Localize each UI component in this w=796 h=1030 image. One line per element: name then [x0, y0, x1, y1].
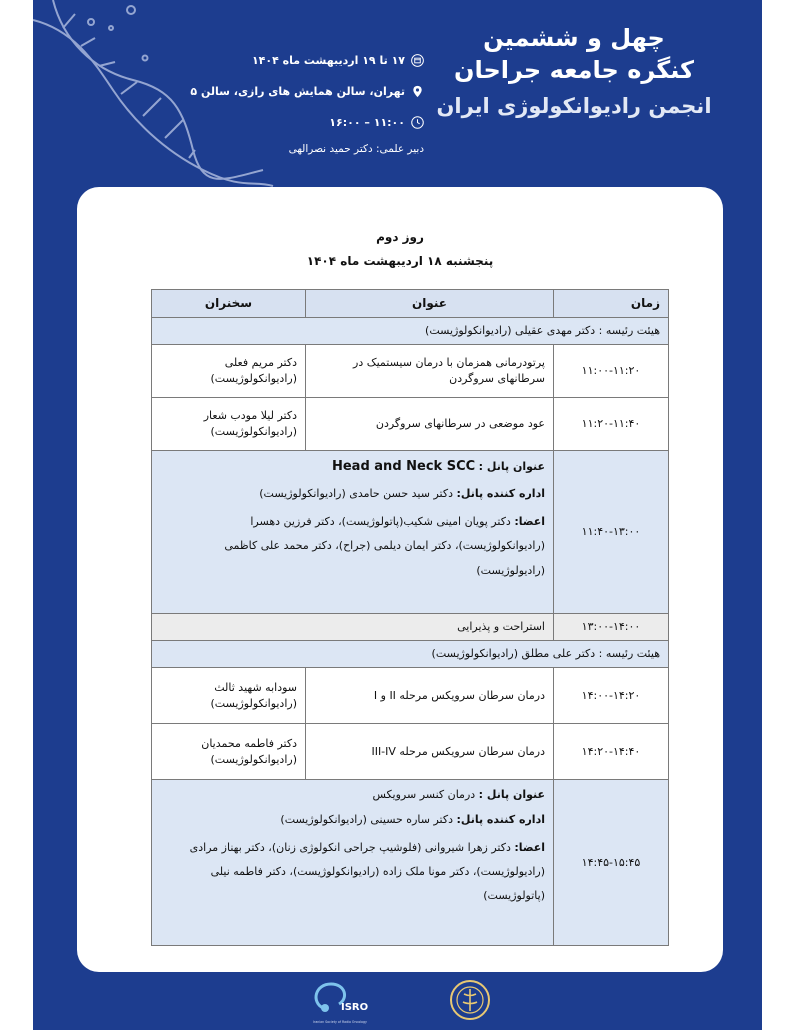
panel-moderator — [160, 811, 545, 828]
panel-members-value: دکتر زهرا شیروانی (فلوشیپ جراحی انکولوژی زنان)، دکتر بهناز مرادی (رادیولوژیست)، دکتر مونا ملک زاده (رادیوانکولوژیست)، دکتر فاطمه نیلی (پاتولوژیست) — [189, 841, 545, 903]
header-speaker: سخنران — [152, 290, 306, 318]
header-time: زمان — [554, 290, 669, 318]
table-header-row — [152, 290, 669, 318]
event-hours — [190, 112, 424, 132]
panel-members — [160, 510, 545, 583]
panel-row — [152, 451, 669, 614]
clock-icon — [411, 116, 424, 129]
header-title: عنوان — [306, 290, 554, 318]
row-title: درمان سرطان سرویکس مرحله III-IV — [306, 724, 554, 780]
panel-members — [160, 836, 545, 909]
table-row — [152, 724, 669, 780]
speaker-name: دکتر مریم فعلی — [224, 356, 297, 370]
row-title: درمان سرطان سرویکس مرحله II و I — [306, 668, 554, 724]
panel-moderator-value: دکتر سید حسن حامدی (رادیوانکولوژیست) — [259, 487, 453, 501]
panel-title-value: Head and Neck SCC — [331, 459, 476, 474]
panel-time: ۱۱:۴۰-۱۳:۰۰ — [554, 451, 669, 614]
panel-members-label: اعضا: — [514, 515, 545, 529]
session-chair-row — [152, 318, 669, 345]
row-speaker — [152, 724, 306, 780]
panel-members-value: دکتر پویان امینی شکیب(پاتولوژیست)، دکتر فرزین دهسرا (رادیوانکولوژیست)، دکتر ایمان دیلمی (جراح)، دکتر محمد علی کاظمی (رادیولوژیست) — [224, 515, 545, 577]
day-title: روز دوم — [376, 230, 424, 244]
break-time: ۱۳:۰۰-۱۴:۰۰ — [554, 614, 669, 641]
society-emblem-logo — [448, 978, 492, 1022]
panel-moderator-label: اداره کننده پانل: — [456, 487, 545, 501]
table-row — [152, 345, 669, 398]
speaker-role: (رادیوانکولوژیست) — [210, 696, 297, 710]
location-pin-icon — [411, 85, 424, 98]
session-chair: هیئت رئیسه : دکتر علی مطلق (رادیوانکولوژیست) — [152, 641, 669, 668]
isro-logo — [305, 978, 375, 1026]
row-time: ۱۴:۰۰-۱۴:۲۰ — [554, 668, 669, 724]
panel-time: ۱۴:۴۵-۱۵:۴۵ — [554, 780, 669, 946]
row-time: ۱۴:۲۰-۱۴:۴۰ — [554, 724, 669, 780]
speaker-name: سودابه شهید ثالث — [214, 680, 297, 694]
panel-title-label: عنوان پانل : — [478, 788, 545, 801]
title-line-1: چهل و ششمین — [483, 24, 665, 52]
speaker-name: دکتر لیلا مودب شعار — [203, 409, 297, 423]
scientific-secretary: دبیر علمی: دکتر حمید نصرالهی — [288, 143, 424, 155]
event-date — [190, 50, 424, 70]
row-speaker — [152, 398, 306, 451]
panel-title-value: درمان کنسر سرویکس — [372, 788, 476, 801]
panel-title — [160, 786, 545, 803]
row-title: عود موضعی در سرطانهای سروگردن — [306, 398, 554, 451]
row-title: پرتودرمانی همزمان با درمان سیستمیک در سرطانهای سروگردن — [306, 345, 554, 398]
panel-moderator-label: اداره کننده پانل: — [456, 813, 545, 827]
isro-logo-subtitle: Iranian Society of Radio Oncology — [313, 1020, 367, 1024]
schedule-table — [151, 289, 669, 946]
event-info — [190, 50, 424, 170]
event-location — [190, 81, 424, 101]
event-date-text: ۱۷ تا ۱۹ اردیبهشت ماه ۱۴۰۴ — [251, 53, 405, 67]
speaker-name: دکتر فاطمه محمدیان — [201, 736, 297, 750]
speaker-role: (رادیوانکولوژیست) — [210, 372, 297, 385]
event-location-text: تهران، سالن همایش های رازی، سالن ۵ — [190, 84, 405, 98]
isro-logo-text: ISRO — [341, 1002, 369, 1013]
title-line-2: کنگره جامعه جراحان — [453, 56, 695, 84]
panel-moderator — [160, 485, 545, 502]
table-row — [152, 668, 669, 724]
row-time: ۱۱:۲۰-۱۱:۴۰ — [554, 398, 669, 451]
program-card — [77, 187, 723, 972]
panel-details — [152, 780, 554, 946]
row-speaker — [152, 668, 306, 724]
row-speaker — [152, 345, 306, 398]
panel-moderator-value: دکتر ساره حسینی (رادیوانکولوژیست) — [280, 813, 453, 827]
congress-title — [424, 26, 724, 117]
break-row — [152, 614, 669, 641]
break-title: استراحت و پذیرایی — [152, 614, 554, 641]
table-row — [152, 398, 669, 451]
panel-title — [160, 457, 545, 477]
day-date: پنجشنبه ۱۸ اردیبهشت ماه ۱۴۰۴ — [306, 254, 494, 268]
session-chair: هیئت رئیسه : دکتر مهدی عقیلی (رادیوانکولوژیست) — [152, 318, 669, 345]
session-chair-row — [152, 641, 669, 668]
panel-title-label: عنوان پانل : — [478, 460, 545, 473]
speaker-role: (رادیوانکولوژیست) — [210, 752, 297, 766]
row-time: ۱۱:۰۰-۱۱:۲۰ — [554, 345, 669, 398]
panel-members-label: اعضا: — [514, 841, 545, 855]
society-name: انجمن رادیوانکولوژی ایران — [436, 94, 712, 118]
speaker-role: (رادیوانکولوژیست) — [210, 425, 297, 438]
panel-details — [152, 451, 554, 614]
panel-row — [152, 780, 669, 946]
calendar-icon — [411, 54, 424, 67]
event-hours-text: ۱۱:۰۰ – ۱۶:۰۰ — [329, 115, 405, 129]
